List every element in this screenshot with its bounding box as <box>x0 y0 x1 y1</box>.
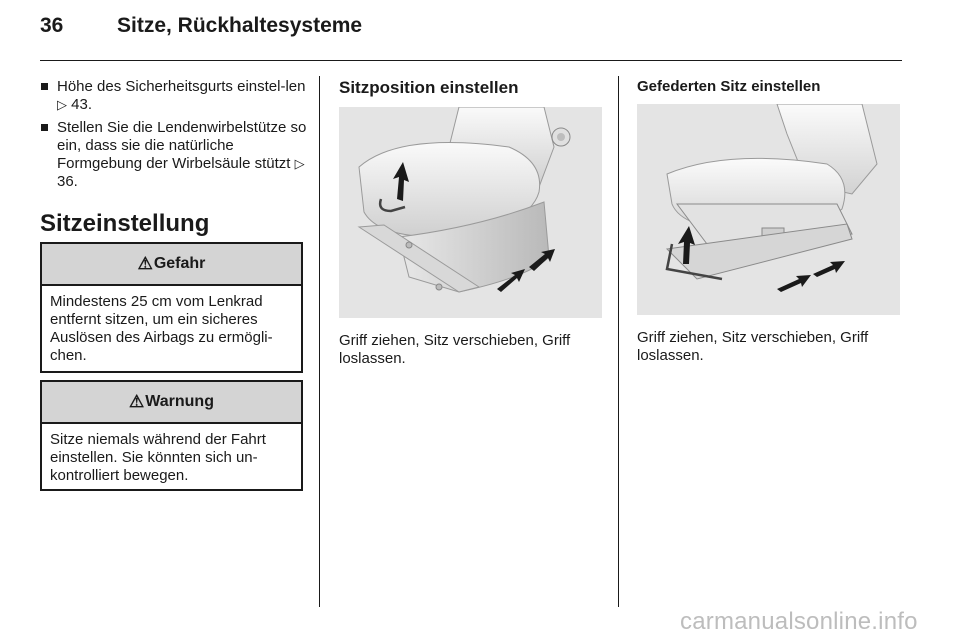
cross-ref-page[interactable]: 36. <box>57 173 78 190</box>
danger-notice <box>40 242 303 373</box>
page-title: Sitze, Rückhaltesysteme <box>117 14 363 37</box>
warning-triangle-icon: ⚠ <box>137 254 153 273</box>
list-item-text: Stellen Sie die Lendenwirbelstütze so ein, dass sie die natürliche Formgebung der Wirbelsäule stützt <box>57 119 307 172</box>
danger-notice-header <box>42 244 301 286</box>
illustration-caption: Griff ziehen, Sitz verschieben, Griff loslassen. <box>637 329 869 364</box>
column-divider-2 <box>618 76 619 607</box>
cross-ref-arrow-icon: ▷ <box>294 156 305 171</box>
cross-ref-arrow-icon: ▷ <box>57 97 67 112</box>
illustration-caption: Griff ziehen, Sitz verschieben, Griff loslassen. <box>339 332 571 367</box>
sprung-seat-illustration <box>637 104 900 315</box>
bullet-list <box>40 78 310 196</box>
subsection-heading: Sitzposition einstellen <box>339 78 519 97</box>
cross-ref-page[interactable]: 43. <box>71 96 93 113</box>
column-divider-1 <box>319 76 320 607</box>
warning-triangle-icon: ⚠ <box>129 392 145 411</box>
list-item <box>40 119 310 191</box>
sprung-seat-slide-illustration-svg <box>637 104 900 315</box>
page-number: 36 <box>40 14 64 37</box>
warning-text: Sitze niemals während der Fahrt einstellen. Sie könnten sich un-kontrolliert bewegen. <box>50 431 266 484</box>
seat-illustration <box>339 107 602 318</box>
list-item-text: Höhe des Sicherheitsgurts einstel-len <box>57 78 306 95</box>
bullet-square-icon <box>41 124 48 131</box>
watermark: carmanualsonline.info <box>680 608 918 635</box>
subsection-heading: Gefederten Sitz einstellen <box>637 78 821 95</box>
danger-text: Mindestens 25 cm vom Lenkrad entfernt sitzen, um ein sicheres Auslösen des Airbags zu ermögli-chen. <box>50 293 273 364</box>
warning-notice-header <box>42 382 301 424</box>
warning-label: Warnung <box>145 393 214 410</box>
section-heading: Sitzeinstellung <box>40 210 210 237</box>
warning-notice <box>40 380 303 491</box>
danger-label: Gefahr <box>153 255 206 272</box>
bullet-square-icon <box>41 83 48 90</box>
list-item <box>40 78 310 114</box>
seat-slide-illustration-svg <box>339 107 602 318</box>
header-divider <box>40 60 902 61</box>
